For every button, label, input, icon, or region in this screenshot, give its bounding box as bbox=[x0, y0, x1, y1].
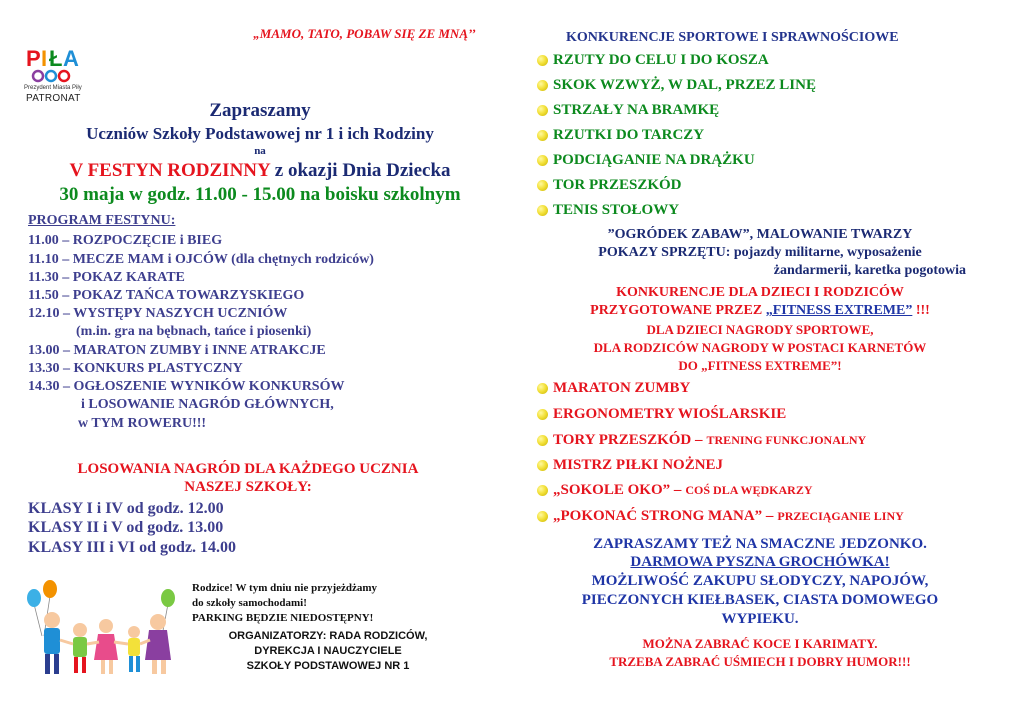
program-item: 14.30 – OGŁOSZENIE WYNIKÓW KONKURSÓW bbox=[28, 379, 345, 394]
sport-item bbox=[537, 202, 679, 219]
program-item: 13.00 – MARATON ZUMBY i INNE ATRAKCJE bbox=[28, 343, 326, 358]
program-item: 11.30 – POKAZ KARATE bbox=[28, 270, 185, 285]
fitness-item bbox=[537, 432, 866, 449]
sport-item-label: TENIS STOŁOWY bbox=[553, 202, 680, 218]
final-note: MOŻNA ZABRAĆ KOCE I KARIMATY. bbox=[642, 636, 878, 651]
fitness-item bbox=[537, 482, 813, 499]
bullet-icon bbox=[537, 511, 548, 522]
fitness-prizes-kids: DLA DZIECI NAGRODY SPORTOWE, bbox=[646, 322, 874, 337]
organizers-line: SZKOŁY PODSTAWOWEJ NR 1 bbox=[246, 660, 410, 672]
festival-name bbox=[0, 160, 520, 182]
invitation-na: na bbox=[254, 145, 266, 157]
food-line: PIECZONYCH KIEŁBASEK, CIASTA DOMOWEGO bbox=[581, 592, 939, 608]
bullet-icon bbox=[537, 180, 548, 191]
parking-warning: PARKING BĘDZIE NIEDOSTĘPNY! bbox=[192, 612, 374, 624]
playground-line: ”OGRÓDEK ZABAW”, MALOWANIE TWARZY bbox=[607, 227, 913, 242]
fitness-organizer-post: !!! bbox=[912, 303, 930, 318]
program-item: 13.30 – KONKURS PLASTYCZNY bbox=[28, 361, 243, 376]
svg-text:I: I bbox=[41, 46, 48, 71]
bullet-icon bbox=[537, 460, 548, 471]
bullet-icon bbox=[537, 155, 548, 166]
svg-text:Ł: Ł bbox=[49, 46, 63, 71]
bullet-icon bbox=[537, 205, 548, 216]
fitness-prizes-parents: DLA RODZICÓW NAGRODY W POSTACI KARNETÓW bbox=[593, 340, 927, 355]
festival-name-red: V FESTYN RODZINNY bbox=[69, 160, 271, 181]
draw-title-line: LOSOWANIA NAGRÓD DLA KAŻDEGO UCZNIA bbox=[77, 461, 419, 477]
program-item: 12.10 – WYSTĘPY NASZYCH UCZNIÓW bbox=[28, 306, 288, 321]
patronat-label: PATRONAT bbox=[26, 93, 81, 104]
sport-item bbox=[537, 127, 704, 144]
sport-item bbox=[537, 177, 682, 194]
final-note: TRZEBA ZABRAĆ UŚMIECH I DOBRY HUMOR!!! bbox=[609, 654, 911, 669]
program-item: i LOSOWANIE NAGRÓD GŁÓWNYCH, bbox=[81, 397, 334, 412]
parking-note: do szkoły samochodami! bbox=[192, 597, 307, 609]
fitness-item-label: MARATON ZUMBY bbox=[553, 380, 691, 396]
sport-item bbox=[537, 152, 755, 169]
fitness-item bbox=[537, 508, 904, 525]
children-illustration bbox=[22, 574, 182, 680]
program-item: w TYM ROWERU!!! bbox=[78, 416, 207, 431]
program-item: (m.in. gra na bębnach, tańce i piosenki) bbox=[76, 324, 312, 339]
bullet-icon bbox=[537, 485, 548, 496]
fitness-prizes-parents-cont: DO „FITNESS EXTREME”! bbox=[678, 358, 842, 373]
fitness-extreme-link[interactable]: „FITNESS EXTREME” bbox=[765, 303, 913, 318]
draw-title-line: NASZEJ SZKOŁY: bbox=[184, 479, 312, 495]
bullet-icon bbox=[537, 383, 548, 394]
bullet-icon bbox=[537, 435, 548, 446]
food-line: DARMOWA PYSZNA GROCHÓWKA! bbox=[630, 554, 890, 570]
program-item: 11.10 – MECZE MAM i OJCÓW (dla chętnych rodziców) bbox=[28, 252, 374, 267]
fitness-item bbox=[537, 380, 690, 397]
fitness-item-sub: COŚ DLA WĘDKARZY bbox=[685, 483, 813, 497]
festival-date: 30 maja w godz. 11.00 - 15.00 na boisku szkolnym bbox=[59, 184, 461, 205]
food-line: WYPIEKU. bbox=[721, 611, 799, 627]
svg-text:A: A bbox=[63, 46, 79, 71]
fitness-item bbox=[537, 406, 786, 423]
bullet-icon bbox=[537, 55, 548, 66]
equipment-show-label: POKAZY SPRZĘTU: bbox=[598, 245, 731, 260]
sport-item bbox=[537, 102, 719, 119]
fitness-organizer bbox=[540, 303, 980, 319]
fitness-item-label: „POKONAĆ STRONG MANA” – bbox=[553, 508, 774, 524]
equipment-show-cont: żandarmerii, karetka pogotowia bbox=[773, 263, 966, 278]
sport-item bbox=[537, 52, 769, 69]
sport-title: KONKURENCJE SPORTOWE I SPRAWNOŚCIOWE bbox=[566, 30, 899, 45]
food-line: MOŻLIWOŚĆ ZAKUPU SŁODYCZY, NAPOJÓW, bbox=[591, 573, 929, 589]
bullet-icon bbox=[537, 409, 548, 420]
invitation-title: Zapraszamy bbox=[209, 100, 311, 121]
fitness-organizer-pre: PRZYGOTOWANE PRZEZ bbox=[590, 303, 766, 318]
svg-text:P: P bbox=[26, 46, 41, 71]
motto: „MAMO, TATO, POBAW SIĘ ZE MNĄ’’ bbox=[253, 26, 476, 41]
sport-item-label: TOR PRZESZKÓD bbox=[553, 177, 682, 193]
program-item: 11.50 – POKAZ TAŃCA TOWARZYSKIEGO bbox=[28, 288, 305, 303]
fitness-title: KONKURENCJE DLA DZIECI I RODZICÓW bbox=[616, 285, 904, 300]
sport-item-label: RZUTY DO CELU I DO KOSZA bbox=[553, 52, 769, 68]
bullet-icon bbox=[537, 130, 548, 141]
fitness-item-label: ERGONOMETRY WIOŚLARSKIE bbox=[553, 406, 787, 422]
fitness-item-sub: TRENING FUNKCJONALNY bbox=[706, 433, 867, 447]
sport-item bbox=[537, 77, 816, 94]
fitness-item-label: MISTRZ PIŁKI NOŻNEJ bbox=[553, 457, 724, 473]
logo-caption: Prezydent Miasta Piły bbox=[24, 85, 82, 91]
organizers-line: ORGANIZATORZY: RADA RODZICÓW, bbox=[228, 630, 428, 642]
sport-item-label: RZUTKI DO TARCZY bbox=[553, 127, 705, 143]
fitness-item bbox=[537, 457, 723, 474]
parking-note: Rodzice! W tym dniu nie przyjeżdżamy bbox=[192, 582, 378, 594]
fitness-item-label: „SOKOLE OKO” – bbox=[553, 482, 682, 498]
festival-occasion: z okazji Dnia Dziecka bbox=[270, 160, 451, 181]
sport-item-label: SKOK WZWYŻ, W DAL, PRZEZ LINĘ bbox=[553, 77, 816, 93]
fitness-item-label: TORY PRZESZKÓD – bbox=[553, 432, 703, 448]
draw-title bbox=[28, 460, 468, 496]
program-title: PROGRAM FESTYNU: bbox=[28, 213, 176, 228]
sport-item-label: STRZAŁY NA BRAMKĘ bbox=[553, 102, 720, 118]
sport-item-label: PODCIĄGANIE NA DRĄŻKU bbox=[553, 152, 755, 168]
program-item: 11.00 – ROZPOCZĘCIE i BIEG bbox=[28, 233, 223, 248]
food-line: ZAPRASZAMY TEŻ NA SMACZNE JEDZONKO. bbox=[593, 536, 927, 552]
fitness-item-sub: PRZECIĄGANIE LINY bbox=[777, 509, 904, 523]
organizers-line: DYREKCJA I NAUCZYCIELE bbox=[254, 645, 402, 657]
draw-class-time: KLASY III i VI od godz. 14.00 bbox=[28, 539, 237, 556]
pila-logo bbox=[24, 42, 90, 100]
equipment-show bbox=[540, 245, 980, 261]
bullet-icon bbox=[537, 105, 548, 116]
draw-class-time: KLASY II i V od godz. 13.00 bbox=[28, 519, 224, 536]
equipment-show-text: pojazdy militarne, wyposażenie bbox=[730, 245, 922, 260]
bullet-icon bbox=[537, 80, 548, 91]
invitation-audience: Uczniów Szkoły Podstawowej nr 1 i ich Rodziny bbox=[86, 124, 434, 143]
draw-class-time: KLASY I i IV od godz. 12.00 bbox=[28, 500, 224, 517]
